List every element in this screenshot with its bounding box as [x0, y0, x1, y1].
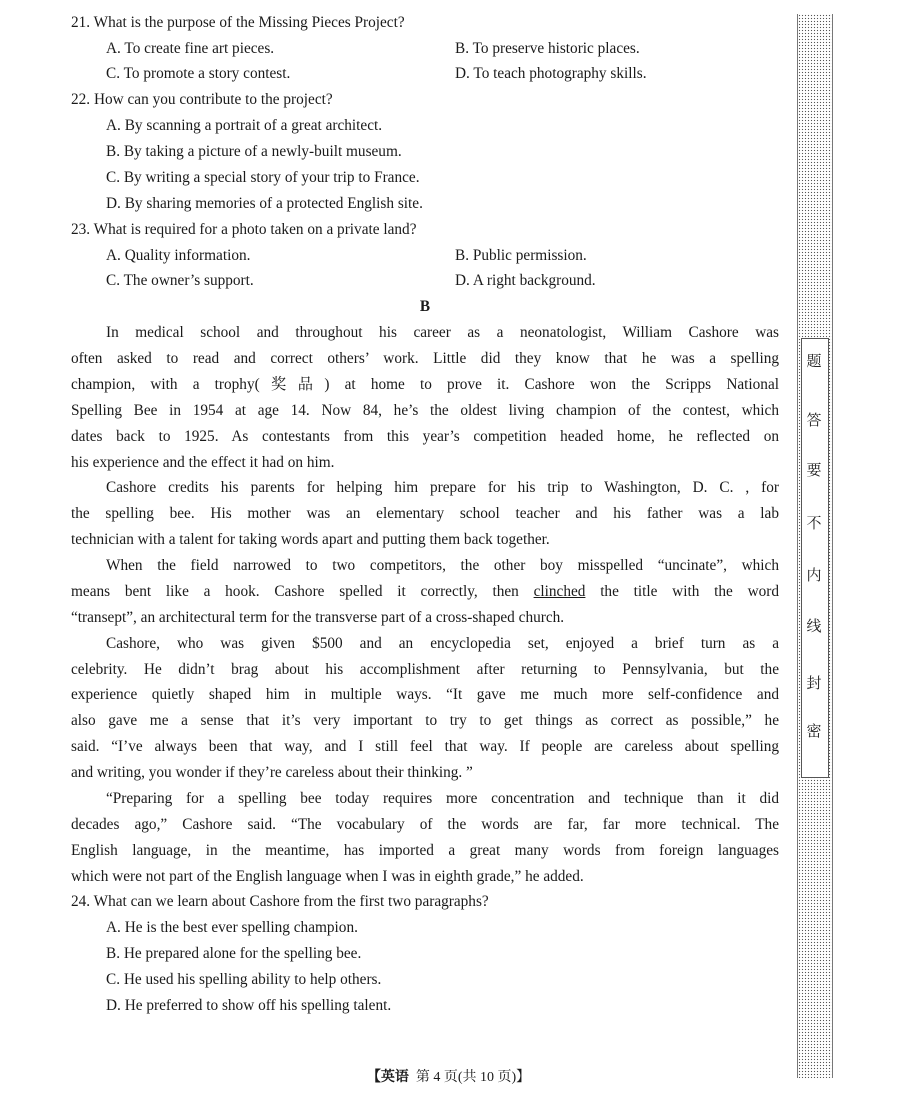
question-22-option-c: C. By writing a special story of your trip to France. [106, 169, 420, 186]
passage-p1-line: In medical school and throughout his career as a neonatologist, William Cashore was [106, 324, 779, 341]
passage-p1-line: often asked to read and correct others’ work. Little did they know that he was a spelling [71, 350, 779, 367]
passage-p1-line: his experience and the effect it had on him. [71, 454, 335, 471]
passage-p2-line: Cashore credits his parents for helping him prepare for his trip to Washington, D. C. , for [106, 479, 779, 496]
passage-p4-line: experience quietly shaped him in multiple ways. “It gave me much more self-confidence and [71, 686, 779, 703]
footer-page-number: 第 4 页(共 10 页)】 [415, 1070, 531, 1085]
passage-p3-line: When the field narrowed to two competitors, the other boy misspelled “uncinate”, which [106, 557, 779, 574]
question-21-option-a: A. To create fine art pieces. [106, 40, 275, 57]
underlined-word-clinched: clinched [533, 583, 586, 600]
question-21-stem: 21. What is the purpose of the Missing Pieces Project? [71, 14, 405, 31]
passage-p4-line: Cashore, who was given $500 and an encyclopedia set, enjoyed a brief turn as a [106, 635, 779, 652]
passage-p3-text: the title with the word [600, 583, 780, 600]
binding-notice-box [801, 338, 829, 778]
question-22-option-b: B. By taking a picture of a newly-built museum. [106, 143, 402, 160]
question-24-option-d: D. He preferred to show off his spelling talent. [106, 997, 392, 1014]
passage-p5-line: “Preparing for a spelling bee today requires more concentration and technique than it did [106, 790, 779, 807]
passage-p1-line: Spelling Bee in 1954 at age 14. Now 84, he’s the oldest living champion of the contest, which [71, 402, 779, 419]
binding-notice-char: 题 [806, 352, 822, 370]
question-24-option-c: C. He used his spelling ability to help others. [106, 971, 382, 988]
passage-p5-line: decades ago,” Cashore said. “The vocabulary of the words are far, far more technical. The [71, 816, 779, 833]
binding-notice-char: 要 [806, 461, 822, 479]
passage-p3-text: means bent like a hook. Cashore spelled it correctly, then [71, 583, 519, 600]
question-24-stem: 24. What can we learn about Cashore from the first two paragraphs? [71, 893, 489, 910]
question-23-option-c: C. The owner’s support. [106, 272, 254, 289]
passage-p2-line: the spelling bee. His mother was an elementary school teacher and his father was a lab [71, 505, 779, 522]
question-24-option-a: A. He is the best ever spelling champion. [106, 919, 358, 936]
question-23-stem: 23. What is required for a photo taken on a private land? [71, 221, 417, 238]
passage-p2-line: technician with a talent for taking words apart and putting them back together. [71, 531, 550, 548]
binding-notice-char: 密 [806, 722, 822, 740]
passage-p5-line: which were not part of the English language when I was in eighth grade,” he added. [71, 868, 584, 885]
question-21-option-d: D. To teach photography skills. [455, 65, 647, 82]
section-b-heading: B [419, 298, 431, 315]
binding-notice-char: 线 [806, 617, 822, 635]
question-22-option-d: D. By sharing memories of a protected English site. [106, 195, 423, 212]
binding-notice-char: 不 [806, 514, 822, 532]
question-22-option-a: A. By scanning a portrait of a great architect. [106, 117, 383, 134]
question-24-option-b: B. He prepared alone for the spelling bee. [106, 945, 362, 962]
page-footer [0, 1069, 897, 1087]
question-22-stem: 22. How can you contribute to the project? [71, 91, 333, 108]
passage-p3-line: “transept”, an architectural term for the transverse part of a cross-shaped church. [71, 609, 565, 626]
passage-p1-line: champion, with a trophy(奖品) at home to prove it. Cashore won the Scripps National [71, 376, 779, 393]
passage-p4-line: and writing, you wonder if they’re careless about their thinking. ” [71, 764, 473, 781]
passage-p3-line [71, 582, 779, 602]
question-21-option-b: B. To preserve historic places. [455, 40, 640, 57]
footer-subject: 【英语 [366, 1070, 409, 1085]
passage-p4-line: celebrity. He didn’t brag about his accomplishment after returning to Pennsylvania, but the [71, 661, 779, 678]
passage-p4-line: also gave me a sense that it’s very important to try to get things as correct as possible,” he [71, 712, 779, 729]
passage-p4-line: said. “I’ve always been that way, and I still feel that way. If people are careless about spelling [71, 738, 779, 755]
question-23-option-d: D. A right background. [455, 272, 596, 289]
binding-notice-char: 答 [806, 411, 822, 429]
passage-p5-line: English language, in the meantime, has imported a great many words from foreign languages [71, 842, 779, 859]
question-23-option-a: A. Quality information. [106, 247, 251, 264]
binding-notice-char: 封 [806, 674, 822, 692]
binding-notice-char: 内 [806, 566, 822, 584]
question-23-option-b: B. Public permission. [455, 247, 587, 264]
question-21-option-c: C. To promote a story contest. [106, 65, 291, 82]
passage-p1-line: dates back to 1925. As contestants from this year’s competition headed home, he reflected on [71, 428, 779, 445]
